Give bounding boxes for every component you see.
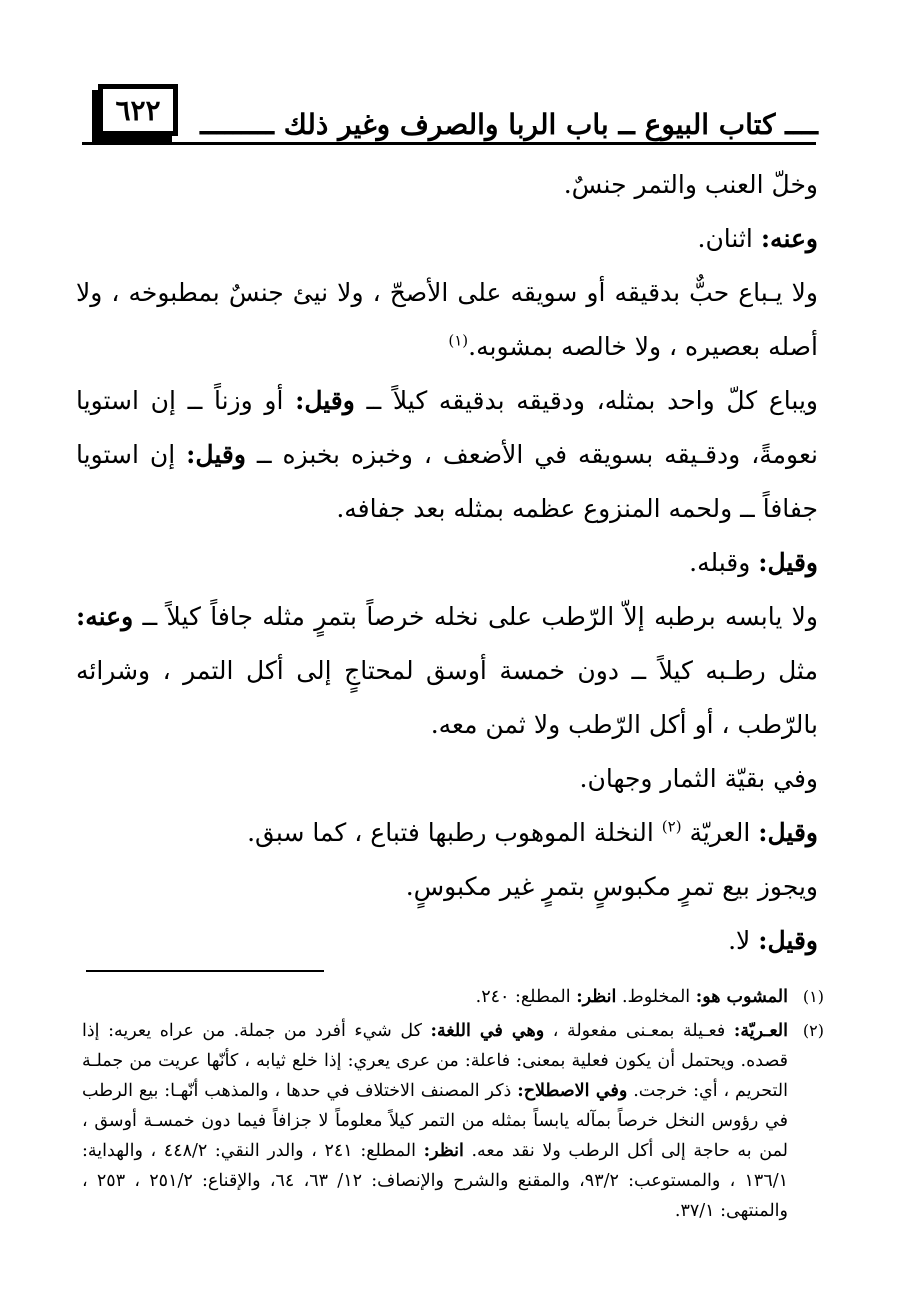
paragraph-6: ولا يابسه برطبه إلاّ الرّطب على نخله خرصاً بتمرٍ مثله جافاً كيلاً ــ وعنه: مثل رطـبه كيلاً ــ دون خمسة أوسق لمحتاجٍ إلى أكل التمر ، وشرائه بالرّطب ، أو أكل الرّطب ولا ثمن معه. xyxy=(76,602,818,739)
paragraph-2: وعنه: اثنان. xyxy=(697,224,818,253)
footnote-text: المشوب هو: المخلوط. انظر: المطلع: ٢٤٠. xyxy=(475,987,788,1007)
paragraph-10: وقيل: لا. xyxy=(728,926,818,955)
footnote-text: العـريّة: فعـيلة بمعـنى مفعولة ، وهي في اللغة: كل شيء أفرد من جملة. من عراه يعريه: إذا قصده. ويحتمل أن يكون فعلية بمعنى: فاعلة: من عرى يعري: إذا خلع ثيابه ، كأنّها عريت من جملـة التحريم ، أي: خرجت. وفي الاصطلاح: ذكر المصنف الاختلاف في حدها ، والمذهب أنّهـا: بيع الرطب في رؤوس النخل خرصاً بمآله يابساً بمثله من التمر كيلاً معلوماً لا جزافاً فيما دون خمسـة أوسق ، لمن به حاجة إلى أكل الرطب ولا نقد معه. انظر: المطلع: ٢٤١ ، والدر النقي: ٤٤٨/٢ ، والهداية: ١٣٦/١ ، والمستوعب: ٩٣/٢، والمقنع والشرح والإنصاف: ١٢/ ٦٣، ٦٤، والإقناع: ٢٥١/٢ ، ٢٥٣ ، والمنتهى: ٣٧/١. xyxy=(82,1021,789,1221)
paragraph-3: ولا يـباع حبٌّ بدقيقه أو سويقه على الأصحّ ، ولا نيئ جنسٌ بمطبوخه ، ولا أصله بعصيره ، ولا خالصه بمشوبه.$^{(١)}$ xyxy=(76,278,818,361)
footnote-divider xyxy=(86,970,324,972)
page-number: ٦٢٢ xyxy=(115,93,161,127)
footnote-1 xyxy=(82,982,824,1012)
footnote-ref-1[interactable]: (١) xyxy=(448,331,469,350)
running-title: ــــ كتاب البيوع ــ باب الربا والصرف وغير ذلك ـــــــــ xyxy=(200,108,818,141)
footnote-2 xyxy=(82,1016,824,1226)
main-text xyxy=(76,158,818,968)
footnotes xyxy=(82,982,824,1230)
footnote-ref-2[interactable]: (٢) xyxy=(661,817,682,836)
paragraph-4: ويباع كلّ واحد بمثله، ودقيقه بدقيقه كيلاً ــ وقيل: أو وزناً ــ إن استويا نعومةً، ودقـيقه بسويقه في الأضعف ، وخبزه بخبزه ــ وقيل: إن استويا جفافاً ــ ولحمه المنزوع عظمه بمثله بعد جفافه. xyxy=(76,386,819,523)
paragraph-7: وفي بقيّة الثمار وجهان. xyxy=(579,764,818,793)
paragraph-9: ويجوز بيع تمرٍ مكبوسٍ بتمرٍ غير مكبوسٍ. xyxy=(405,872,818,901)
footnote-number: (٢) xyxy=(802,1021,824,1040)
paragraph-8: وقيل: العريّة $^{(٢)}$ النخلة الموهوب رطبها فتباع ، كما سبق. xyxy=(247,817,818,847)
page-number-box xyxy=(98,84,178,136)
footnote-number: (١) xyxy=(802,987,824,1006)
paragraph-5: وقيل: وقبله. xyxy=(689,548,818,577)
header-divider xyxy=(82,142,816,145)
paragraph-1: وخلّ العنب والتمر جنسٌ. xyxy=(563,170,818,199)
